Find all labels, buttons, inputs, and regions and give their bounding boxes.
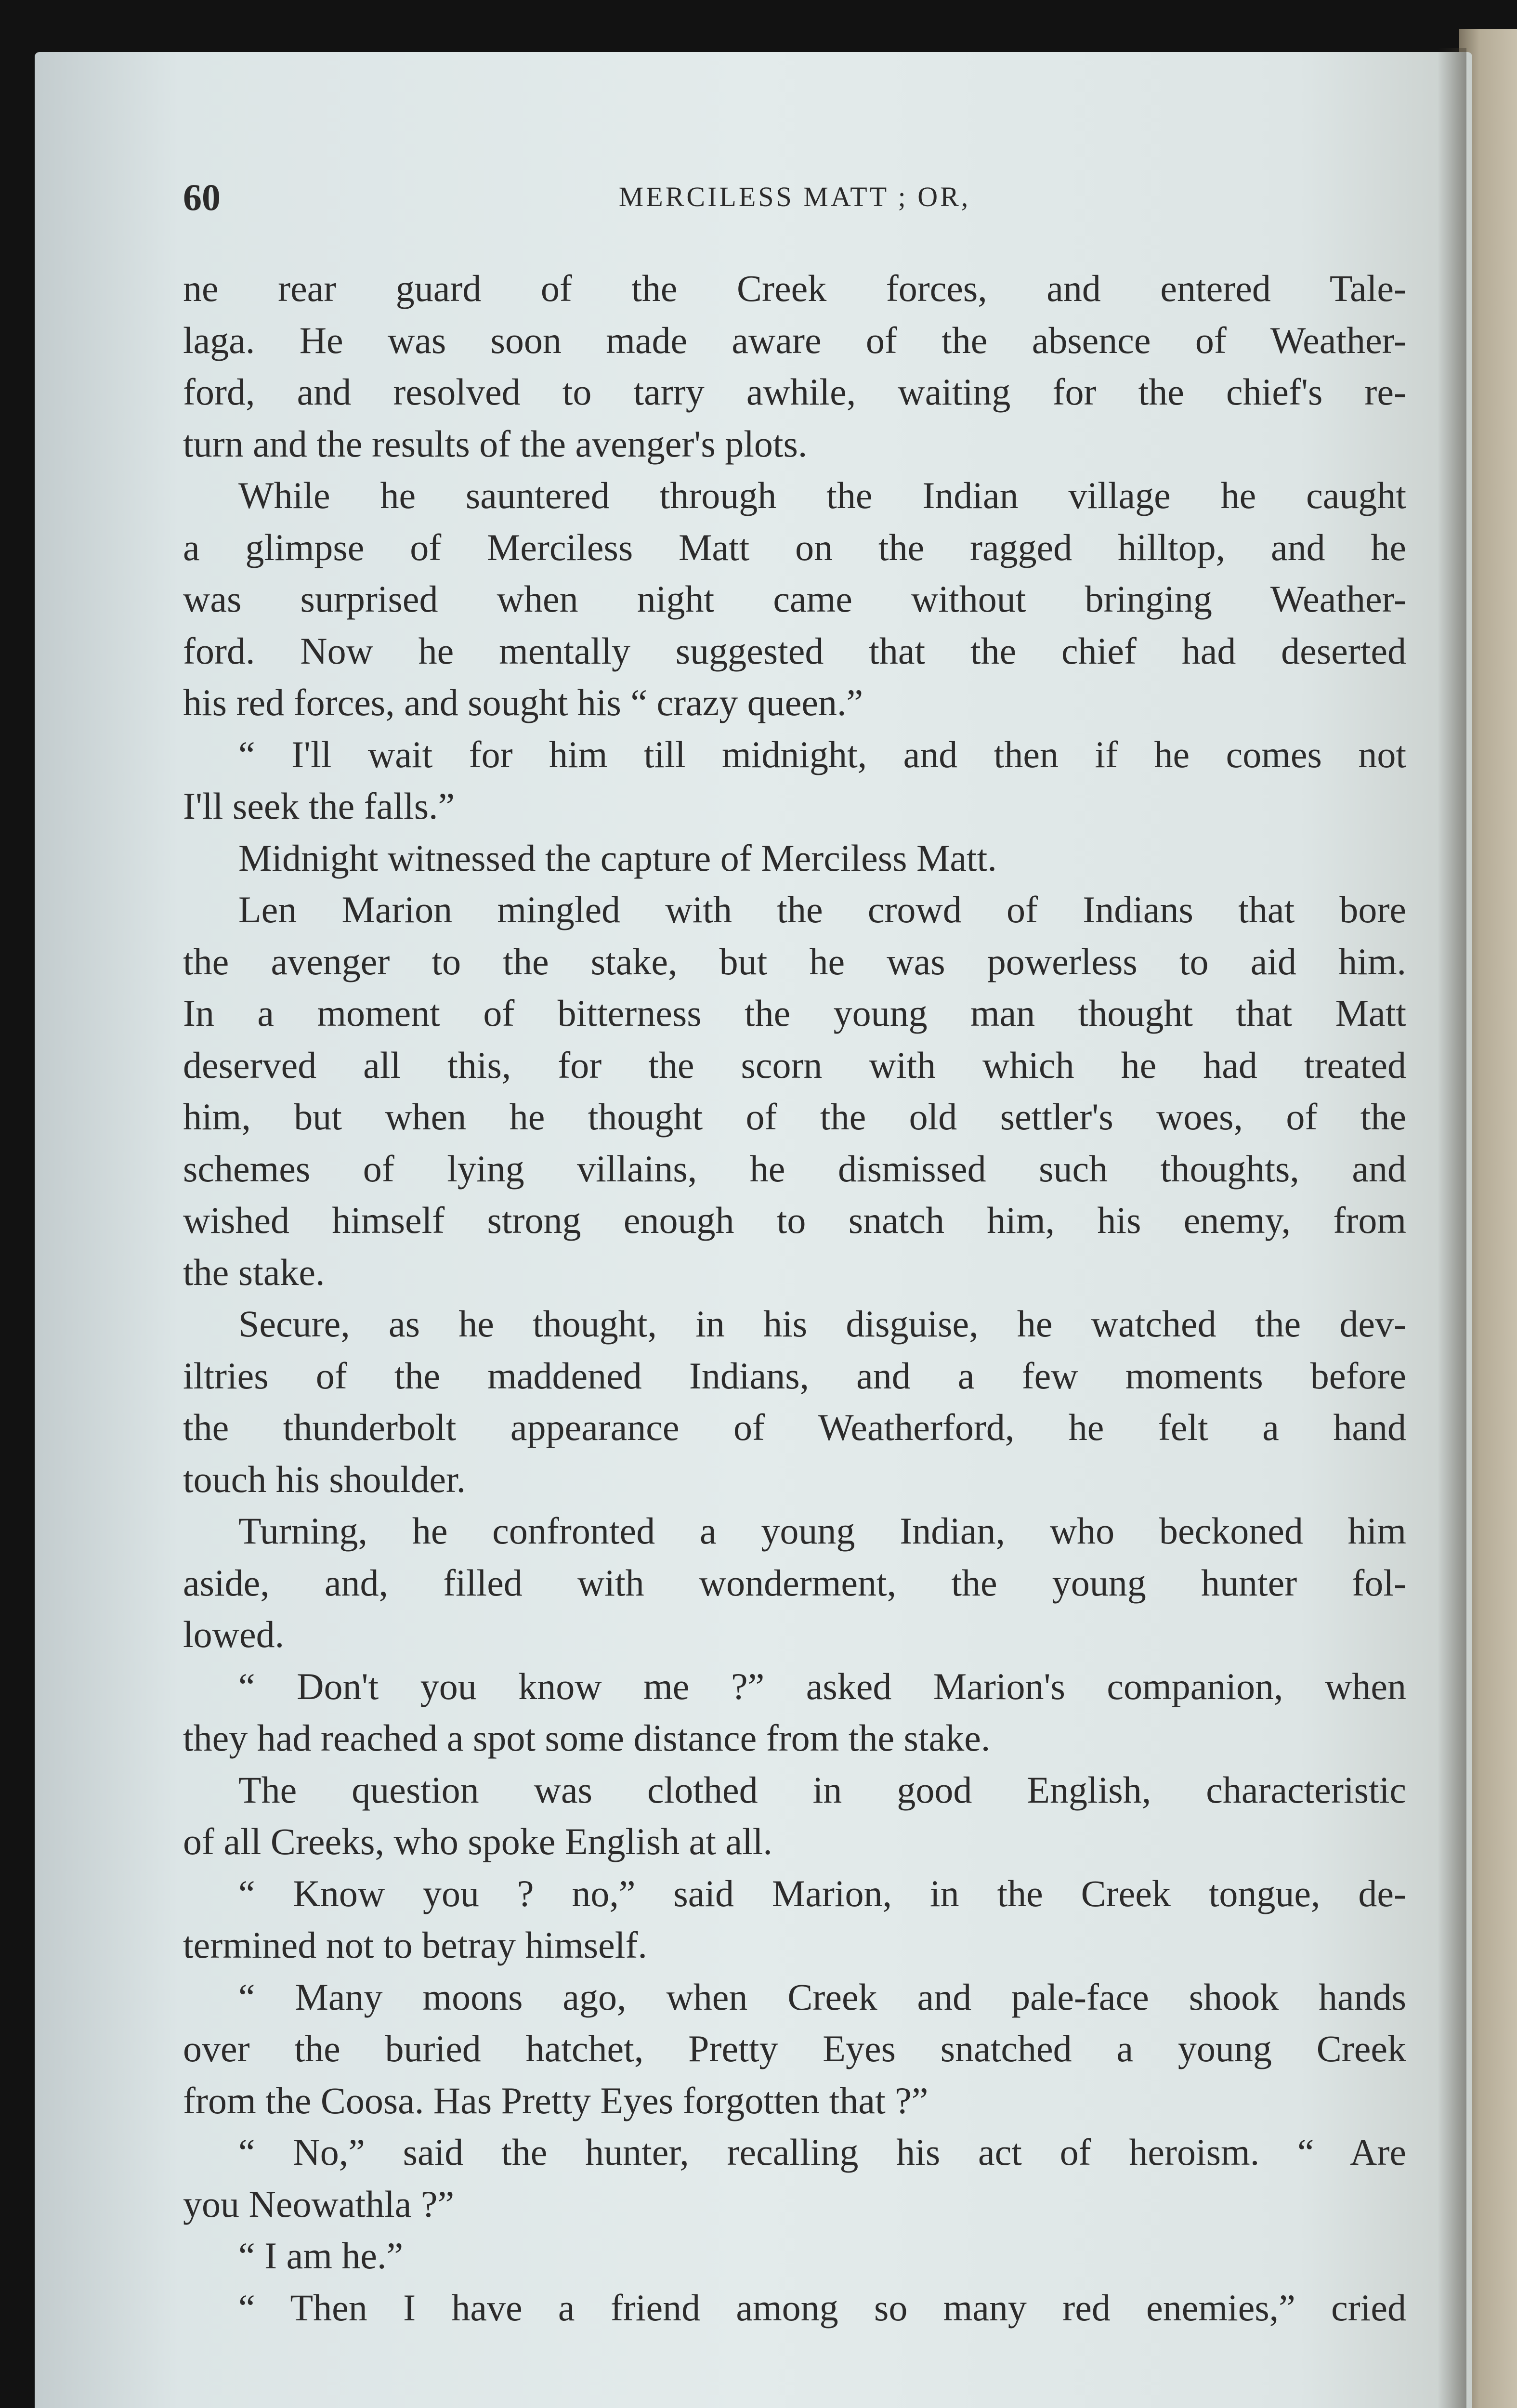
text-line: Midnight witnessed the capture of Merciless Matt. [238, 837, 997, 879]
text-line: lowed. [183, 1613, 285, 1655]
text-line: his red forces, and sought his “ crazy queen.” [183, 681, 863, 723]
text-line: from the Coosa. Has Pretty Eyes forgotten that ?” [183, 2079, 929, 2121]
text-line: “ Know you ? no,” said Marion, in the Creek tongue, de- [238, 1872, 1406, 1914]
text-line: a glimpse of Merciless Matt on the ragged hilltop, and he [183, 526, 1406, 568]
text-line: schemes of lying villains, he dismissed such thoughts, and [183, 1147, 1406, 1190]
text-line: over the buried hatchet, Pretty Eyes snatched a young Creek [183, 2028, 1406, 2069]
text-line: aside, and, filled with wonderment, the young hunter fol- [183, 1561, 1406, 1604]
page-number: 60 [183, 176, 221, 218]
text-line: the stake. [183, 1251, 325, 1293]
text-line: I'll seek the falls.” [183, 785, 455, 827]
text-line: “ Don't you know me ?” asked Marion's companion, when [238, 1665, 1406, 1707]
text-line: turn and the results of the avenger's plots. [183, 422, 808, 465]
text-line: “ Many moons ago, when Creek and pale-face shook hands [238, 1976, 1406, 2018]
text-line: was surprised when night came without bringing Weather- [183, 578, 1406, 620]
text-line: ne rear guard of the Creek forces, and entered Tale- [183, 267, 1406, 309]
running-head: MERCILESS MATT ; OR, [618, 181, 971, 212]
body-text [183, 262, 1406, 2333]
binding-shadow [1438, 48, 1466, 2408]
text-line: laga. He was soon made aware of the absence of Weather- [183, 319, 1406, 361]
text-line: “ Then I have a friend among so many red enemies,” cried [238, 2286, 1406, 2329]
text-line: the thunderbolt appearance of Weatherford, he felt a hand [183, 1406, 1406, 1448]
text-line: you Neowathla ?” [183, 2183, 455, 2225]
text-line: “ I'll wait for him till midnight, and then if he comes not [238, 733, 1406, 775]
text-line: termined not to betray himself. [183, 1924, 647, 1966]
text-line: Len Marion mingled with the crowd of Indians that bore [238, 889, 1406, 930]
text-line: they had reached a spot some distance from the stake. [183, 1717, 991, 1759]
text-line: Secure, as he thought, in his disguise, he watched the dev- [238, 1303, 1406, 1345]
text-line: the avenger to the stake, but he was powerless to aid him. [183, 940, 1406, 982]
text-line: Turning, he confronted a young Indian, who beckoned him [238, 1510, 1406, 1552]
text-line: “ No,” said the hunter, recalling his act of heroism. “ Are [238, 2131, 1406, 2173]
text-line: of all Creeks, who spoke English at all. [183, 1820, 772, 1862]
text-line: wished himself strong enough to snatch him, his enemy, from [183, 1199, 1406, 1241]
text-line: In a moment of bitterness the young man thought that Matt [183, 992, 1406, 1034]
text-line: iltries of the maddened Indians, and a few moments before [183, 1354, 1406, 1397]
text-line: him, but when he thought of the old settler's woes, of the [183, 1096, 1406, 1138]
text-line: touch his shoulder. [183, 1458, 466, 1500]
text-line: ford, and resolved to tarry awhile, waiting for the chief's re- [183, 371, 1406, 413]
text-line: ford. Now he mentally suggested that the chief had deserted [183, 629, 1406, 672]
text-line: “ I am he.” [238, 2235, 404, 2277]
text-line: deserved all this, for the scorn with which he had treated [183, 1044, 1406, 1086]
text-line: The question was clothed in good English, characteristic [238, 1768, 1406, 1811]
text-line: While he sauntered through the Indian village he caught [238, 474, 1406, 516]
page-header [183, 176, 1406, 219]
